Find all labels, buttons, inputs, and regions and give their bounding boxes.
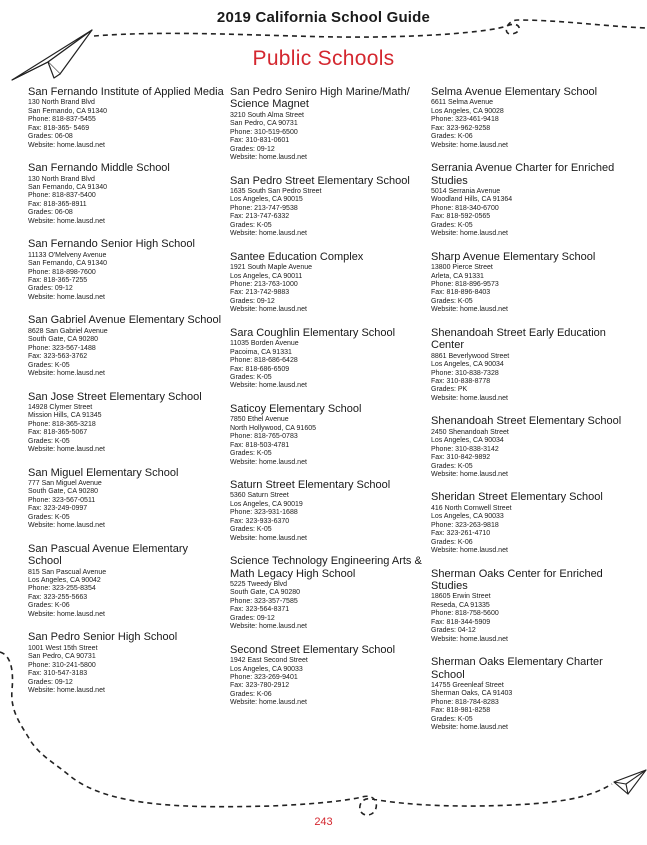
- school-detail-line: San Fernando, CA 91340: [28, 260, 108, 268]
- column-3: [431, 86, 631, 745]
- school-detail-line: Phone: 310-838-7328: [431, 369, 499, 377]
- school-detail-line: Fax: 818-365- 5469: [28, 124, 90, 132]
- school-detail-line: Grades: K-06: [431, 538, 473, 546]
- school-detail-line: Website: home.lausd.net: [431, 635, 508, 643]
- school-detail-line: Grades: 04-12: [431, 627, 476, 635]
- school-detail-line: 416 North Cornwell Street: [431, 504, 512, 512]
- school-detail-line: Fax: 323-563-3762: [28, 353, 88, 361]
- school-detail-line: South Gate, CA 90280: [28, 336, 99, 344]
- school-name: Sheridan Street Elementary School: [431, 491, 603, 504]
- school-detail-line: Grades: 09-12: [230, 297, 275, 305]
- school-detail-line: Grades: K-05: [230, 526, 272, 534]
- school-entry: [431, 327, 631, 404]
- school-detail-line: 130 North Brand Blvd: [28, 99, 95, 107]
- school-detail-line: 11133 O'Melveny Avenue: [28, 251, 107, 259]
- school-detail-line: Phone: 818-837-5400: [28, 192, 96, 200]
- school-detail-line: Fax: 323-261-4710: [431, 530, 491, 538]
- school-name: Sherman Oaks Elementary Charter School: [431, 656, 603, 681]
- school-detail-line: 3210 South Alma Street: [230, 111, 304, 119]
- school-detail-line: Website: home.lausd.net: [431, 724, 508, 732]
- school-detail-line: 6611 Selma Avenue: [431, 99, 494, 107]
- school-detail-line: Phone: 818-896-9573: [431, 280, 499, 288]
- school-detail-line: Website: home.lausd.net: [431, 230, 508, 238]
- school-detail-line: Fax: 818-344-5909: [431, 618, 491, 626]
- school-entry: [431, 415, 631, 479]
- paper-airplane-icon: [614, 770, 646, 794]
- school-detail-line: Grades: K-05: [28, 437, 70, 445]
- school-detail-line: North Hollywood, CA 91605: [230, 424, 316, 432]
- school-detail-line: Grades: K-05: [230, 450, 272, 458]
- school-detail-line: Mission Hills, CA 91345: [28, 412, 102, 420]
- school-name: San Fernando Senior High School: [28, 238, 195, 251]
- school-entry: [230, 175, 426, 239]
- school-name: San Miguel Elementary School: [28, 466, 179, 479]
- school-entry: [28, 467, 224, 531]
- school-name: Serrania Avenue Charter for Enriched Studies: [431, 162, 615, 187]
- school-detail-line: Los Angeles, CA 90015: [230, 196, 303, 204]
- school-entry: [230, 86, 426, 163]
- school-detail-line: Fax: 310-842-9892: [431, 454, 491, 462]
- school-entry: [28, 391, 224, 455]
- school-entry: [28, 238, 224, 302]
- school-detail-line: Phone: 818-340-6700: [431, 204, 499, 212]
- school-detail-line: Fax: 818-365-8911: [28, 200, 87, 208]
- column-1: [28, 86, 224, 707]
- school-detail-line: 777 San Miguel Avenue: [28, 480, 102, 488]
- school-detail-line: Grades: 09-12: [28, 678, 73, 686]
- school-detail-line: Website: home.lausd.net: [28, 686, 105, 694]
- school-name: San Pascual Avenue Elementary School: [28, 542, 189, 568]
- school-detail-line: San Pedro, CA 90731: [230, 120, 298, 128]
- school-detail-line: Grades: K-05: [431, 297, 473, 305]
- school-detail-line: Fax: 818-503-4781: [230, 441, 290, 449]
- school-detail-line: Grades: PK: [431, 386, 468, 394]
- school-detail-line: Pacoima, CA 91331: [230, 348, 292, 356]
- school-detail-line: 8861 Beverlywood Street: [431, 352, 510, 360]
- school-detail-line: Fax: 323-933-6370: [230, 517, 290, 525]
- school-entry: [431, 656, 631, 733]
- school-detail-line: 5360 Saturn Street: [230, 492, 289, 500]
- school-name: Sharp Avenue Elementary School: [431, 250, 596, 263]
- school-detail-line: Los Angeles, CA 90033: [431, 513, 504, 521]
- school-entry: [431, 491, 631, 555]
- school-detail-line: Grades: 09-12: [28, 285, 73, 293]
- school-detail-line: Website: home.lausd.net: [431, 470, 508, 478]
- school-detail-line: Phone: 818-837-5455: [28, 116, 96, 124]
- school-entry: [230, 251, 426, 315]
- school-entry: [230, 644, 426, 708]
- school-detail-line: Los Angeles, CA 90011: [230, 272, 303, 280]
- school-name: Shenandoah Street Elementary School: [431, 415, 622, 428]
- school-detail-line: Website: home.lausd.net: [28, 141, 105, 149]
- school-name: Sherman Oaks Center for Enriched Studies: [431, 567, 603, 592]
- school-detail-line: Fax: 310-547-3183: [28, 670, 88, 678]
- school-detail-line: Grades: K-05: [28, 361, 70, 369]
- school-detail-line: South Gate, CA 90280: [28, 488, 99, 496]
- column-2: [230, 86, 426, 720]
- school-detail-line: 7850 Ethel Avenue: [230, 416, 289, 424]
- school-detail-line: Phone: 323-263-9818: [431, 521, 499, 529]
- school-detail-line: Los Angeles, CA 90034: [431, 361, 504, 369]
- school-name: Santee Education Complex: [230, 250, 364, 263]
- page-number: 243: [314, 816, 333, 828]
- school-detail-line: South Gate, CA 90280: [230, 589, 301, 597]
- school-detail-line: Website: home.lausd.net: [28, 610, 105, 618]
- school-detail-line: Website: home.lausd.net: [431, 141, 508, 149]
- school-detail-line: Arleta, CA 91331: [431, 272, 484, 280]
- school-detail-line: Fax: 213-747-6332: [230, 213, 290, 221]
- school-detail-line: Phone: 213-747-9538: [230, 204, 298, 212]
- school-detail-line: Phone: 818-686-6428: [230, 357, 298, 365]
- school-detail-line: Fax: 323-255-5663: [28, 593, 88, 601]
- school-detail-line: Fax: 213-742-9883: [230, 289, 290, 297]
- school-detail-line: Sherman Oaks, CA 91403: [431, 690, 513, 698]
- school-detail-line: Phone: 323-567-0511: [28, 496, 96, 504]
- school-detail-line: Website: home.lausd.net: [230, 623, 307, 631]
- school-name: Selma Avenue Elementary School: [431, 86, 598, 98]
- school-detail-line: 5014 Serrania Avenue: [431, 187, 501, 195]
- school-entry: [230, 555, 426, 632]
- school-detail-line: Fax: 323-780-2912: [230, 682, 290, 690]
- school-detail-line: Website: home.lausd.net: [230, 382, 307, 390]
- school-detail-line: 1921 South Maple Avenue: [230, 264, 312, 272]
- school-entry: [28, 543, 224, 620]
- school-detail-line: Website: home.lausd.net: [28, 370, 105, 378]
- school-detail-line: Fax: 323-564-8371: [230, 606, 290, 614]
- school-detail-line: 2450 Shenandoah Street: [431, 428, 509, 436]
- school-name: Science Technology Engineering Arts & Math Legacy High School: [230, 555, 422, 580]
- school-detail-line: Grades: 09-12: [230, 145, 275, 153]
- guide-title: 2019 California School Guide: [216, 9, 431, 26]
- school-detail-line: Fax: 818-365-7255: [28, 277, 88, 285]
- school-detail-line: 11035 Borden Avenue: [230, 340, 299, 348]
- school-name: Second Street Elementary School: [230, 643, 396, 656]
- school-detail-line: Woodland Hills, CA 91364: [431, 196, 513, 204]
- school-detail-line: Website: home.lausd.net: [230, 154, 307, 162]
- school-name: San Gabriel Avenue Elementary School: [28, 314, 222, 327]
- school-entry: [230, 479, 426, 543]
- school-detail-line: Grades: K-05: [431, 715, 473, 723]
- school-entry: [28, 631, 224, 695]
- school-name: San Pedro Senior High School: [28, 631, 178, 644]
- school-detail-line: Website: home.lausd.net: [431, 306, 508, 314]
- school-name: Saticoy Elementary School: [230, 402, 362, 415]
- school-detail-line: Website: home.lausd.net: [230, 230, 307, 238]
- school-detail-line: Los Angeles, CA 90033: [230, 665, 303, 673]
- school-detail-line: Phone: 818-784-8283: [431, 698, 499, 706]
- school-detail-line: Phone: 310-241-5800: [28, 661, 96, 669]
- school-detail-line: 14928 Clymer Street: [28, 403, 93, 411]
- school-detail-line: Fax: 310-831-0601: [230, 137, 290, 145]
- school-detail-line: Phone: 323-461-9418: [431, 116, 499, 124]
- school-detail-line: 130 North Brand Blvd: [28, 175, 95, 183]
- school-detail-line: Phone: 213-763-1000: [230, 280, 298, 288]
- school-detail-line: Phone: 818-765-0783: [230, 433, 298, 441]
- school-detail-line: 1001 West 15th Street: [28, 644, 98, 652]
- school-detail-line: Los Angeles, CA 90019: [230, 500, 303, 508]
- school-name: Shenandoah Street Early Education Center: [431, 326, 606, 352]
- school-name: San Pedro Seniro High Marine/Math/ Science Magnet: [230, 86, 410, 111]
- school-name: San Pedro Street Elementary School: [230, 174, 410, 187]
- school-detail-line: San Pedro, CA 90731: [28, 653, 96, 661]
- school-detail-line: Phone: 323-931-1688: [230, 509, 298, 517]
- school-entry: [230, 403, 426, 467]
- school-detail-line: Phone: 323-269-9401: [230, 674, 298, 681]
- school-detail-line: Grades: K-06: [230, 690, 272, 698]
- school-entry: [431, 251, 631, 315]
- school-detail-line: 14755 Greenleaf Street: [431, 681, 504, 689]
- school-detail-line: 13800 Pierce Street: [431, 264, 493, 272]
- school-detail-line: Phone: 310-519-6500: [230, 128, 298, 136]
- school-entry: [431, 568, 631, 645]
- school-detail-line: Website: home.lausd.net: [28, 293, 105, 301]
- school-detail-line: Fax: 323-249-0997: [28, 505, 88, 513]
- school-entry: [28, 314, 224, 378]
- school-detail-line: Website: home.lausd.net: [431, 547, 508, 555]
- school-detail-line: Grades: K-06: [28, 602, 70, 610]
- school-detail-line: Phone: 818-758-5600: [431, 610, 499, 618]
- school-detail-line: Website: home.lausd.net: [230, 534, 307, 542]
- school-detail-line: Grades: K-06: [431, 133, 473, 141]
- school-detail-line: Website: home.lausd.net: [230, 699, 307, 707]
- school-name: Saturn Street Elementary School: [230, 479, 391, 492]
- school-detail-line: Grades: 09-12: [230, 614, 275, 622]
- school-detail-line: San Fernando, CA 91340: [28, 183, 108, 191]
- school-detail-line: Website: home.lausd.net: [431, 394, 508, 402]
- school-detail-line: Website: home.lausd.net: [28, 522, 105, 530]
- school-name: San Fernando Institute of Applied Media: [28, 86, 224, 98]
- school-detail-line: 1942 East Second Street: [230, 657, 308, 665]
- school-detail-line: 8628 San Gabriel Avenue: [28, 327, 108, 335]
- school-detail-line: Reseda, CA 91335: [431, 601, 490, 609]
- school-detail-line: Los Angeles, CA 90034: [431, 437, 504, 445]
- school-detail-line: Phone: 323-567-1488: [28, 344, 96, 352]
- school-detail-line: Phone: 310-838-3142: [431, 445, 499, 453]
- school-detail-line: Website: home.lausd.net: [230, 458, 307, 466]
- school-name: Sara Coughlin Elementary School: [230, 326, 396, 339]
- school-entry: [431, 86, 631, 150]
- school-detail-line: Website: home.lausd.net: [28, 446, 105, 454]
- school-detail-line: 18605 Erwin Street: [431, 593, 491, 601]
- school-detail-line: San Fernando, CA 91340: [28, 107, 108, 115]
- school-detail-line: 815 San Pascual Avenue: [28, 568, 107, 576]
- school-detail-line: Los Angeles, CA 90042: [28, 577, 101, 585]
- school-detail-line: Fax: 323-962-9258: [431, 124, 491, 132]
- school-detail-line: Fax: 818-981-8258: [431, 707, 491, 715]
- school-detail-line: Fax: 818-896-8403: [431, 289, 491, 297]
- school-detail-line: Grades: K-05: [230, 221, 272, 229]
- school-detail-line: Website: home.lausd.net: [28, 217, 105, 225]
- school-detail-line: Los Angeles, CA 90028: [431, 107, 504, 115]
- school-entry: [28, 86, 224, 150]
- school-detail-line: Fax: 818-592-0565: [431, 213, 491, 221]
- school-entry: [28, 162, 224, 226]
- school-entry: [431, 162, 631, 239]
- school-detail-line: Grades: 06-08: [28, 133, 73, 141]
- school-name: San Fernando Middle School: [28, 162, 170, 175]
- school-detail-line: Grades: K-05: [431, 462, 473, 470]
- section-title: Public Schools: [252, 47, 395, 70]
- school-detail-line: 1635 South San Pedro Street: [230, 187, 322, 195]
- school-detail-line: Website: home.lausd.net: [230, 306, 307, 314]
- school-detail-line: Grades: 06-08: [28, 209, 73, 217]
- school-detail-line: Grades: K-05: [431, 221, 473, 229]
- school-detail-line: Fax: 818-686-6509: [230, 365, 290, 373]
- school-detail-line: Grades: K-05: [230, 374, 272, 381]
- school-detail-line: Phone: 323-357-7585: [230, 597, 298, 605]
- school-detail-line: 5225 Tweedy Blvd: [230, 580, 288, 588]
- school-detail-line: Grades: K-05: [28, 513, 70, 521]
- school-detail-line: Phone: 323-255-8354: [28, 585, 96, 593]
- school-detail-line: Fax: 818-365-5067: [28, 429, 88, 437]
- school-detail-line: Fax: 310-838-8778: [431, 377, 491, 385]
- school-entry: [230, 327, 426, 391]
- school-detail-line: Phone: 818-365-3218: [28, 420, 96, 428]
- school-name: San Jose Street Elementary School: [28, 390, 202, 403]
- school-detail-line: Phone: 818-898-7600: [28, 268, 96, 276]
